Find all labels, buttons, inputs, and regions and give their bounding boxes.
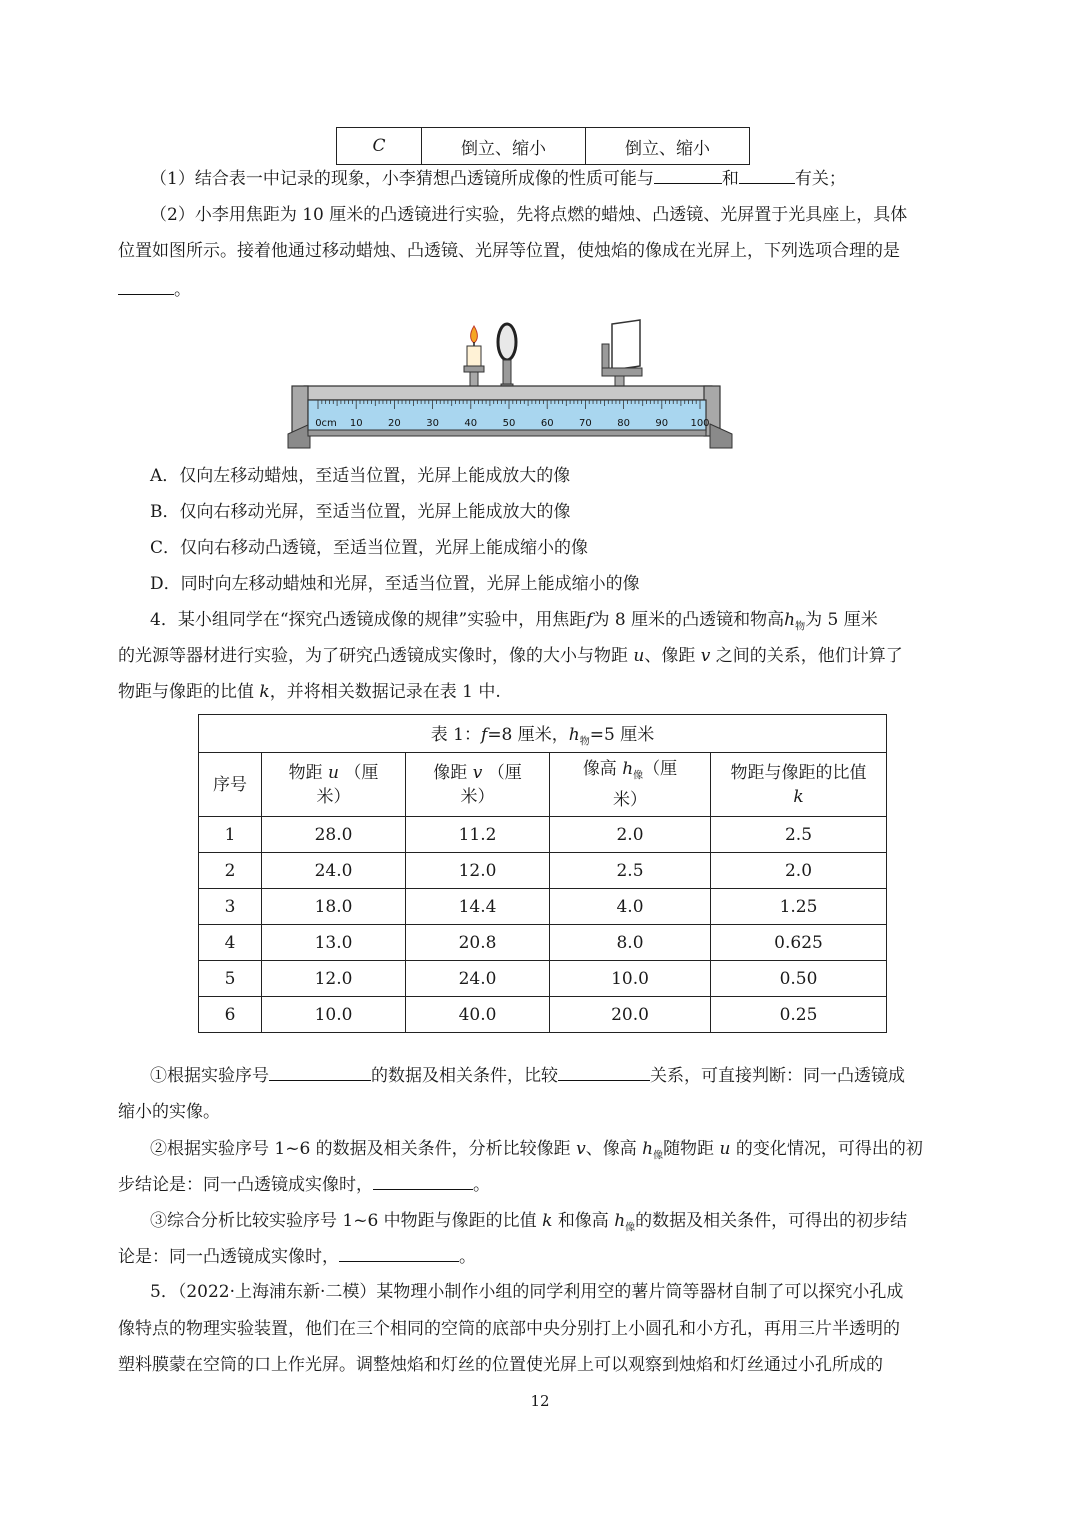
page-number: 12 <box>530 1392 550 1410</box>
table-row <box>199 925 887 961</box>
table-cell: 11.2 <box>406 817 550 853</box>
answer-blank[interactable] <box>373 1171 473 1190</box>
table-cell: 12.0 <box>406 853 550 889</box>
top-table-cell: 倒立、缩小 <box>422 128 586 165</box>
table-cell: 12.0 <box>262 961 406 997</box>
answer-blank[interactable] <box>269 1062 371 1081</box>
table-cell: 2.0 <box>711 853 887 889</box>
table-cell: 5 <box>199 961 262 997</box>
header-v: 像距 v （厘 米） <box>406 753 550 817</box>
table-cell: 20.0 <box>550 997 711 1033</box>
table-cell: 8.0 <box>550 925 711 961</box>
scale-label: 70 <box>579 418 592 429</box>
scale-label: 20 <box>388 418 401 429</box>
table-cell: 0.25 <box>711 997 887 1033</box>
table-cell: 6 <box>199 997 262 1033</box>
answer-blank[interactable] <box>654 165 722 184</box>
subq1-line2: 缩小的实像。 <box>118 1102 220 1122</box>
q4-line3: 物距与像距的比值 k，并将相关数据记录在表 1 中. <box>118 682 501 702</box>
scale-label: 30 <box>426 418 439 429</box>
header-h: 像高 $h_像$（厘 米） <box>550 753 711 817</box>
table-cell: 28.0 <box>262 817 406 853</box>
top-table <box>336 127 750 165</box>
table-cell: 4 <box>199 925 262 961</box>
q5-line1: 5．（2022·上海浦东新·二模）某物理小制作小组的同学利用空的薯片筒等器材自制了可以探究小孔成 <box>150 1282 904 1302</box>
table-cell: 18.0 <box>262 889 406 925</box>
answer-blank[interactable] <box>739 165 795 184</box>
q5-line2: 像特点的物理实验装置，他们在三个相同的空筒的底部中央分别打上小圆孔和小方孔，再用三片半透明的 <box>118 1319 900 1339</box>
subq1-line1: ①根据实验序号 的数据及相关条件，比较 关系，可直接判断：同一凸透镜成 <box>150 1058 905 1094</box>
table-cell: 3 <box>199 889 262 925</box>
subq2-line2: 步结论是：同一凸透镜成实像时， 。 <box>118 1167 490 1203</box>
table-cell: 24.0 <box>406 961 550 997</box>
option-d[interactable]: D．同时向左移动蜡烛和光屏，至适当位置，光屏上能成缩小的像 <box>150 574 640 594</box>
optical-bench-figure <box>284 318 736 456</box>
header-u: 物距 u （厘 米） <box>262 753 406 817</box>
scale-label: 0cm <box>315 418 337 429</box>
table-cell: 10.0 <box>550 961 711 997</box>
answer-blank[interactable] <box>339 1243 459 1262</box>
scale-label: 100 <box>690 418 710 429</box>
subq3-line1: ③综合分析比较实验序号 1~6 中物距与像距的比值 k 和像高 $h_像$的数据及相关条件，可得出的初步结 <box>150 1211 908 1234</box>
data-table-1 <box>198 714 887 1033</box>
scale-label: 80 <box>617 418 630 429</box>
option-c[interactable]: C．仅向右移动凸透镜，至适当位置，光屏上能成缩小的像 <box>150 538 589 558</box>
table-cell: 1 <box>199 817 262 853</box>
q3-part1: （1）结合表一中记录的现象，小李猜想凸透镜所成像的性质可能与 和 有关； <box>150 161 846 197</box>
subq2-line1: ②根据实验序号 1~6 的数据及相关条件，分析比较像距 v、像高 $h_像$随物距 u 的变化情况，可得出的初 <box>150 1139 923 1162</box>
scale-label: 60 <box>540 418 554 429</box>
table-cell: 1.25 <box>711 889 887 925</box>
table-cell: 2 <box>199 853 262 889</box>
table-cell: 2.0 <box>550 817 711 853</box>
answer-blank[interactable] <box>118 276 174 295</box>
answer-blank[interactable] <box>558 1062 650 1081</box>
table-cell: 0.625 <box>711 925 887 961</box>
top-table-cell: C <box>337 128 422 165</box>
q3-part2-line1: （2）小李用焦距为 10 厘米的凸透镜进行实验，先将点燃的蜡烛、凸透镜、光屏置于光具座上，具体 <box>150 205 908 225</box>
table-cell: 24.0 <box>262 853 406 889</box>
scale-label: 40 <box>464 418 478 429</box>
table-cell: 14.4 <box>406 889 550 925</box>
subq3-line2: 论是：同一凸透镜成实像时， 。 <box>118 1239 476 1275</box>
q3-part2-line3: 。 <box>118 272 191 308</box>
candle <box>464 326 484 390</box>
table-cell: 2.5 <box>550 853 711 889</box>
q4-line2: 的光源等器材进行实验，为了研究凸透镜成实像时，像的大小与物距 u、像距 v 之间的关系，他们计算了 <box>118 646 903 666</box>
scale-label: 90 <box>655 418 669 429</box>
table-cell: 4.0 <box>550 889 711 925</box>
scale-label: 10 <box>349 418 363 429</box>
q3-part2-line2: 位置如图所示。接着他通过移动蜡烛、凸透镜、光屏等位置，使烛焰的像成在光屏上，下列选项合理的是 <box>118 241 900 261</box>
table-cell: 40.0 <box>406 997 550 1033</box>
option-b[interactable]: B．仅向右移动光屏，至适当位置，光屏上能成放大的像 <box>150 502 571 522</box>
table-cell: 20.8 <box>406 925 550 961</box>
table-row <box>199 817 887 853</box>
header-k: 物距与像距的比值 k <box>711 753 887 817</box>
table-cell: 13.0 <box>262 925 406 961</box>
table-caption: 表 1：f=8 厘米，$h_物=5$ 厘米 <box>199 715 887 753</box>
table-row <box>199 997 887 1033</box>
table-cell: 2.5 <box>711 817 887 853</box>
scale-label: 50 <box>502 418 516 429</box>
table-row <box>199 889 887 925</box>
table-cell: 0.50 <box>711 961 887 997</box>
table-row <box>199 853 887 889</box>
table-cell: 10.0 <box>262 997 406 1033</box>
table-row <box>199 961 887 997</box>
top-table-cell: 倒立、缩小 <box>586 128 750 165</box>
q5-line3: 塑料膜蒙在空筒的口上作光屏。调整烛焰和灯丝的位置使光屏上可以观察到烛焰和灯丝通过小孔所成的 <box>118 1355 883 1375</box>
option-a[interactable]: A．仅向左移动蜡烛，至适当位置，光屏上能成放大的像 <box>150 466 571 486</box>
convex-lens <box>498 324 516 392</box>
header-seq: 序号 <box>199 753 262 817</box>
q4-line1: 4．某小组同学在“探究凸透镜成像的规律”实验中，用焦距f为 8 厘米的凸透镜和物高$h_物$为 5 厘米 <box>150 610 878 633</box>
